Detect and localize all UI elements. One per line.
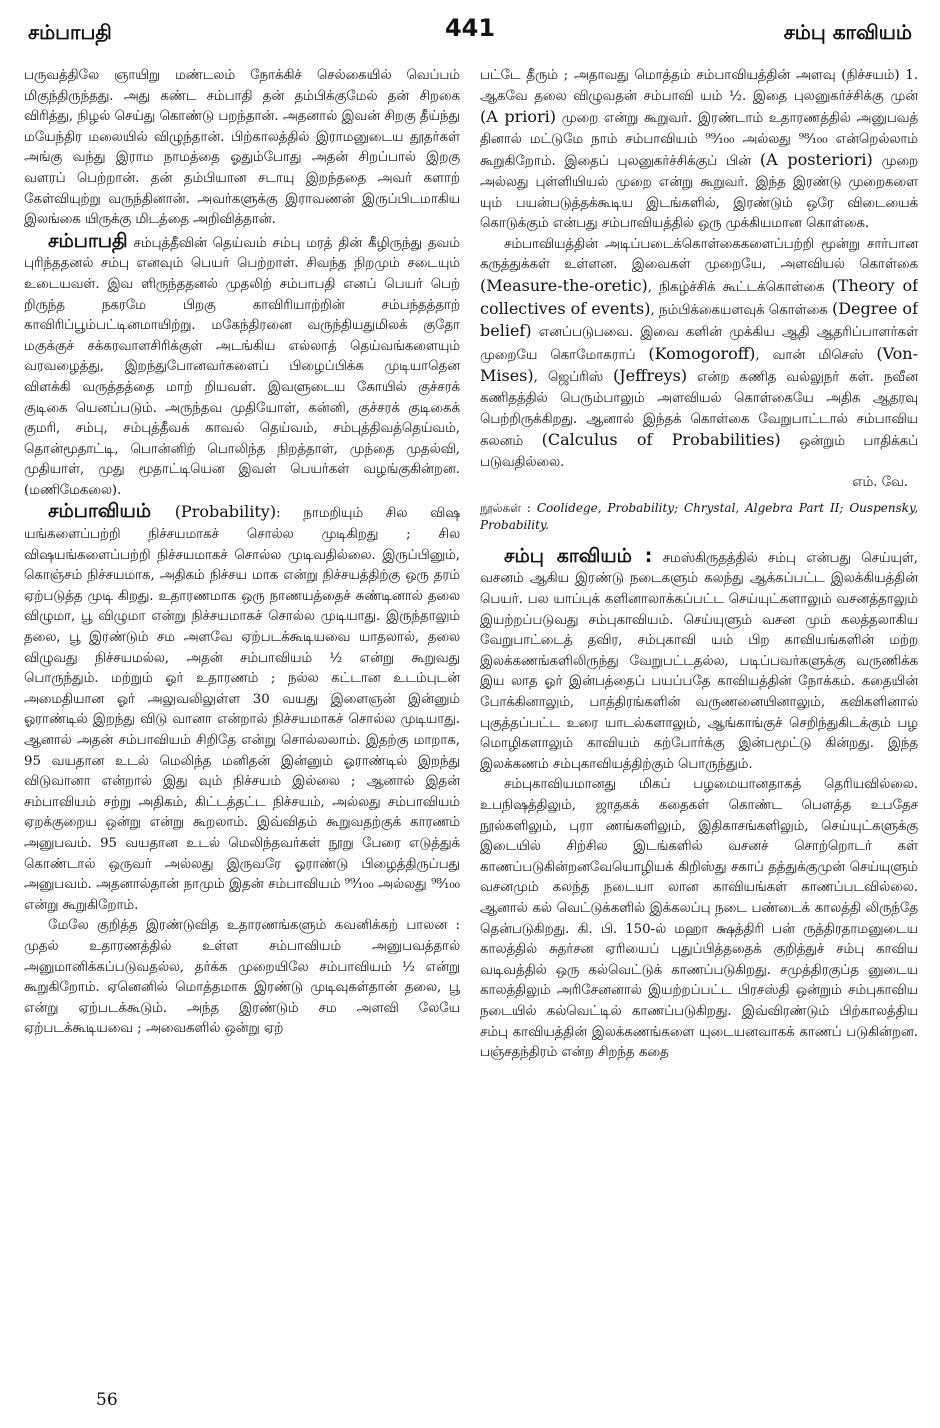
english-term-a-priori: (A priori): [480, 107, 557, 127]
english-term-collectives: (Theory of collectives of events): [480, 275, 918, 318]
headword-sampapati: சம்பாபதி: [48, 229, 128, 252]
author-signature: எம். வே.: [852, 475, 908, 491]
text-segment: , ஜெப்ரிஸ்: [533, 370, 613, 386]
paragraph-priori-posteriori: [480, 66, 918, 235]
references: [480, 500, 918, 534]
entry-sambu-kaviyam-body: சமஸ்கிருதத்தில் சம்பு என்பது செய்யுள், வசனம் ஆகிய இரண்டு நடைகளும் கலந்து ஆக்கப்பட்ட இலக்கியத்தின் பெயர். பல யாப்புக் களினாலாக்கப்பட்ட செய்யுட்களாலும் வசனத்தாலும் இயற்றப்படுவது சம்புகாவியம். செய்யுளும் வசன மும் கலத்தலாகிய வேறுபாட்டைத் தவிர, சம்புகாவி யம் பிற காவியங்களின் மற்ற இலக்கணங்களிலிருந்து வேறுபட்டதல்ல, படிப்பவர்களுக்கு வருணிக்க இய லாத ஓர் இன்பத்தைப் பயப்பதே காவியத்தின் நோக்கம். கதையின் போக்கினாலும், பாத்திரங்களின் வருணனையினாலும், கவிகளினால் புகுத்தப்பட்ட உரை யாடல்களாலும், ஆங்காங்குச் செறிந்துகிடக்கும் பழ மொழிகளாலும் காவியம் கற்போர்க்கு இன்பமூட்டு கின்றது. இந்த இலக்கணம் சம்புகாவியத்திற்கும் பொருந்தும்.: [480, 550, 918, 772]
left-column: [24, 66, 460, 1366]
entry-sambu-kaviyam: [480, 546, 918, 776]
text-segment: , நம்பிக்கையளவுக் கொள்கை: [650, 302, 832, 318]
text-segment: பட்டே தீரும் ; அதாவது மொத்தம் சம்பாவியத்தின் அளவு (நிச்சயம்) 1. ஆகவே தலை விழுவதன் சம்பாவி யம் ½. இதை புலனுகர்ச்சிக்கு முன்: [480, 68, 918, 104]
entry-sampapati-body: சம்புத்தீவின் தெய்வம் சம்பு மரத் தின் கீழிருந்து தவம் புரிந்ததனல் சம்பு எனவும் பெயர் பெற்றாள். சிவந்த நிறமும் சடையும் உடையவள். இவ ளிருந்ததனல் முதலிற் சம்பாபதி எனப் பெயர் பெற் றிருந்த நகரமே பிறகு காவிரியாற்றின் சம்பந்தத்தாற் காவிரிப்பூம்பட்டினமாயிற்று. மகேந்திரனை வருந்தியதுமிலக் குதோ மகுக்குச் சக்கரவாளசிரிக்குள் அடங்கிய எல்லாத் தெய்வங்களையும் வரவழைத்து, இறந்துபோனவர்களைப் பிழைப்பிக்க முடியாதென விளக்கி வருத்தத்தை மாற் றியவள். இவளுடைய கோயில் குச்சரக் குடிகை யெனப்படும். அருந்தவ முதியோள், கன்னி, குச்சரக் குடிகைக் குமரி, சம்பு, சம்புத்தீவக் காவல் தெய்வம், சம்புத்திவத்தெய்வம், தொன்மூதாட்டி, பொன்னிற் பொலிந்த நிறத்தாள், முந்தை முதல்வி, முதியாள், முது மூதாட்டியென இவள் பெயர்கள் வழங்குகின்றன. (மணிமேகலை).: [24, 235, 460, 498]
english-term-komogoroff: (Komogoroff): [648, 343, 756, 363]
english-term-von-mises: (Von-Mises): [480, 343, 918, 386]
english-term-calculus: (Calculus of Probabilities): [541, 430, 781, 450]
text-segment: முறை அல்லது புள்ளியியல் முறை என்று கூறுவர். இந்த இரண்டு முறைகளை யும் பயன்படுத்தக்கூடிய இடங்களில், இரண்டும் ஒரே விடையைக் கொடுக்கும் என்பது சம்பாவியத்தில் ஒரு முக்கியமான கொள்கை.: [480, 154, 918, 232]
text-segment: என்ற கணித வல்லுநர் கள். நவீன கணிதத்தில் பெரும்பாலும் அளவியல் கொள்கையே அதிக ஆதரவு பெற்றிருக்கிறது. ஆனால் இந்தக் கொள்கை வேறுபாட்டால் சம்பாவிய கலனம்: [480, 370, 918, 450]
paragraph-sampati-continued: பருவத்திலே ஞாயிறு மண்டலம் நோக்கிச் செல்கையில் வெப்பம் மிகுந்திருந்தது. அது கண்ட சம்பாதி தன் தம்பிக்குமேல் தன் சிறகை விரித்து, நிழல் செய்து கொண்டு பறந்தான். அதனால் இவன் சிறகு தீய்ந்து மயேந்திர மலையில் விழுந்தான். பிற்காலத்தில் இராமனுடைய தூதர்கள் அங்கு வந்து இராம நாமத்தை ஓதும்போது அதன் சிறப்பால் இறகு வளரப் பெற்றான். தன் தம்பியான சடாயு இறந்ததை அவர் களாற் கேள்வியுற்று வருந்தினான். அவர்களுக்கு இராவணன் இருப்பிடமாகிய இலங்கை யிருக்கு மிடத்தை அறிவித்தான்.: [24, 68, 460, 228]
references-text: Coolidege, Probability; Chrystal, Algebra Part II; Ouspensky, Probability.: [480, 500, 918, 532]
footer-page-number: 56: [96, 1390, 118, 1410]
english-term-measure-theoretic: (Measure-the-oretic): [480, 275, 648, 295]
english-term-jeffreys: (Jeffreys): [612, 366, 688, 386]
text-segment: ஒன்றும் பாதிக்கப் படுவதில்லை.: [480, 434, 918, 470]
text-segment: , நிகழ்ச்சிக் கூட்டக்கொள்கை: [647, 279, 832, 295]
paragraph-probability-theories: [480, 235, 918, 474]
header-left-title: சம்பாபதி: [28, 20, 112, 44]
entry-sampapati: [24, 231, 460, 502]
text-segment: முறை என்று கூறுவர். இரண்டாம் உதாரணத்தில் அனுபவத் தினால் மட்டுமே நாம் சம்பாவியம் ⁹⁹⁄₁₀₀ அல்லது ⁹⁸⁄₁₀₀ என்றெல்லாம் கூறுகிறோம். இதைப் புலனுகர்ச்சிக்குப் பின்: [480, 111, 918, 170]
entry-probability: [24, 501, 460, 916]
text-segment: , வான் மிசெஸ்: [755, 347, 877, 363]
headword-sambu-kaviyam: சம்பு காவியம் :: [504, 544, 653, 567]
text-segment: எனப்படுபவை. இவை களின் முக்கிய ஆதி ஆதரிப்பாளர்கள் முறையே கொமோகராப்: [480, 325, 918, 363]
headword-probability-english: (Probability): [151, 502, 277, 522]
english-term-degree-of-belief: (Degree of belief): [480, 298, 918, 341]
headword-probability: சம்பாவியம்: [48, 500, 152, 523]
right-column: [480, 66, 918, 1366]
text-segment: சம்பாவியத்தின் அடிப்படைக்கொள்கைகளைப்பற்றி மூன்று சார்பான கருத்துக்கள் உள்ளன. இவைகள் முறையே, அளவியல் கொள்கை: [480, 236, 918, 273]
paragraph-probability-examples: மேலே குறித்த இரண்டுவித உதாரணங்களும் கவனிக்கற் பாலன : முதல் உதாரணத்தில் உள்ள சம்பாவியம் அனுபவத்தால் அனுமானிக்கப்படுவதல்ல, தர்க்க முறையிலே சம்பாவியம் ½ என்று கூறுகிறோம். ஏனெனில் மொத்தமாக இரண்டு முடிவுகள்தான் தலை, பூ என்று ஏற்படக்கூடும். அந்த இரண்டும் சம அளவி லேயே ஏற்படக்கூடியவை ; அவைகளில் ஒன்று ஏற்: [24, 918, 460, 1037]
header-page-number: 441: [444, 14, 496, 42]
paragraph-sambu-history: சம்புகாவியமானது மிகப் பழமையானதாகத் தெரியவில்லை. உபநிஷத்திலும், ஜாதகக் கதைகள் கொண்ட பௌத்த உபதேச நூல்களிலும், புரா ணங்களிலும், இதிகாசங்களிலும், செய்யுட்களுக்கு இடையில் சிற்சில இடங்களில் வசனச் சொற்றொடர் கள் காணப்படுகின்றனவேயொழியக் கிறிஸ்து சகாப் தத்துக்குமுன் செய்யுளும் வசனமும் கலந்த நடையா லான காவியங்கள் காணப்படவில்லை. ஆனால் கல் வெட்டுக்களில் இக்கலப்பு நடை பண்டைக் காலத்தி லிருந்தே தென்படுகிறது. கி. பி. 150-ல் மஹா க்ஷத்திரி பன் ருத்திரதாமனுடைய காலத்தில் சுதர்சன ஏரியைப் புதுப்பித்ததைக் குறித்துச் சம்பு காவிய வடிவத்தில் ஒரு கல்வெட்டுக் காணப்படுகிறது. சமுத்திரகுப்த னுடைய காலத்திலும் அரிசேனனால் இயற்றப்பட்ட பிரசஸ்தி ஒன்றும் சம்புகாவிய நடையில் கல்வெட்டில் காணப்படுகிறது. இவ்விரண்டும் பிற்காலத்திய சம்பு காவியத்தின் இலக்கணங்களை யுடையனவாகக் காணப் படுகின்றன. பஞ்சதந்திரம் என்ற சிறந்த கதை: [480, 777, 918, 1061]
header-right-title: சம்பு காவியம்: [783, 20, 912, 44]
references-label: நூல்கள் :: [480, 500, 537, 515]
entry-probability-body: : நாமறியும் சில விஷ யங்களைப்பற்றி நிச்சயமாகச் சொல்ல முடிகிறது ; சில விஷயங்களைப்பற்றி நிச்சயமாகச் சொல்ல முடிவதில்லை. இருப்பினும், கொஞ்சம் நிச்சயமாக, அதிகம் நிச்சய மாக என்று நிச்சயத்திற்கு ஒரு தரம் ஏற்படுத்த முடி கிறது. உதாரணமாக ஒரு நாணயத்தைச் சுண்டினால் தலை விழுமா, பூ விழுமா என்று நிச்சயமாகச் சொல்ல முடியாது. இருந்தாலும் தலை, பூ இரண்டும் சம அளவே ஏற்படக்கூடியவை யாதலால், தலை விழுவது நிச்சயமல்ல, அதன் சம்பாவியம் ½ என்று கூறுவது பொருந்தும். மற்றும் ஓர் உதாரணம் ; நல்ல கட்டான உடம்புடன் அமைதியான ஓர் அலுவலிலுள்ள 30 வயது இளைஞன் இன்னும் ஓராண்டில் இறந்து விடு வானா என்றால் நிச்சயமாகச் சொல்ல முடியாது. ஆனால் அதன் சம்பாவியம் சிறிதே என்று சொல்லலாம். இதற்கு மாறாக, 95 வயதான உடல் மெலிந்த மனிதன் இன்னும் ஓராண்டில் இறந்து விடுவானா என்றால் இது வும் நிச்சயம் இல்லை ; ஆனால் இதன் சம்பாவியம் சற்று அதிகம், கிட்டத்தட்ட நிச்சயம், அல்லது சம்பாவியம் ஏறக்குறைய ஒன்று என்று கூறலாம். இவ்விதம் கூறுவதற்குக் காரணம் அனுபவம். 95 வயதான உடல் மெலிந்தவர்கள் நூறு பேரை எடுத்துக் கொண்டால் ஒருவர் அல்லது இருவரே ஓராண்டு பிழைத்திருப்பது அனுபவம். அதனால்தான் நாமும் இதன் சம்பாவியம் ⁹⁹⁄₁₀₀ அல்லது ⁹⁸⁄₁₀₀ என்று கூறுகிறோம்.: [24, 506, 460, 913]
english-term-a-posteriori: (A posteriori): [759, 150, 873, 170]
page-header: [24, 10, 916, 46]
